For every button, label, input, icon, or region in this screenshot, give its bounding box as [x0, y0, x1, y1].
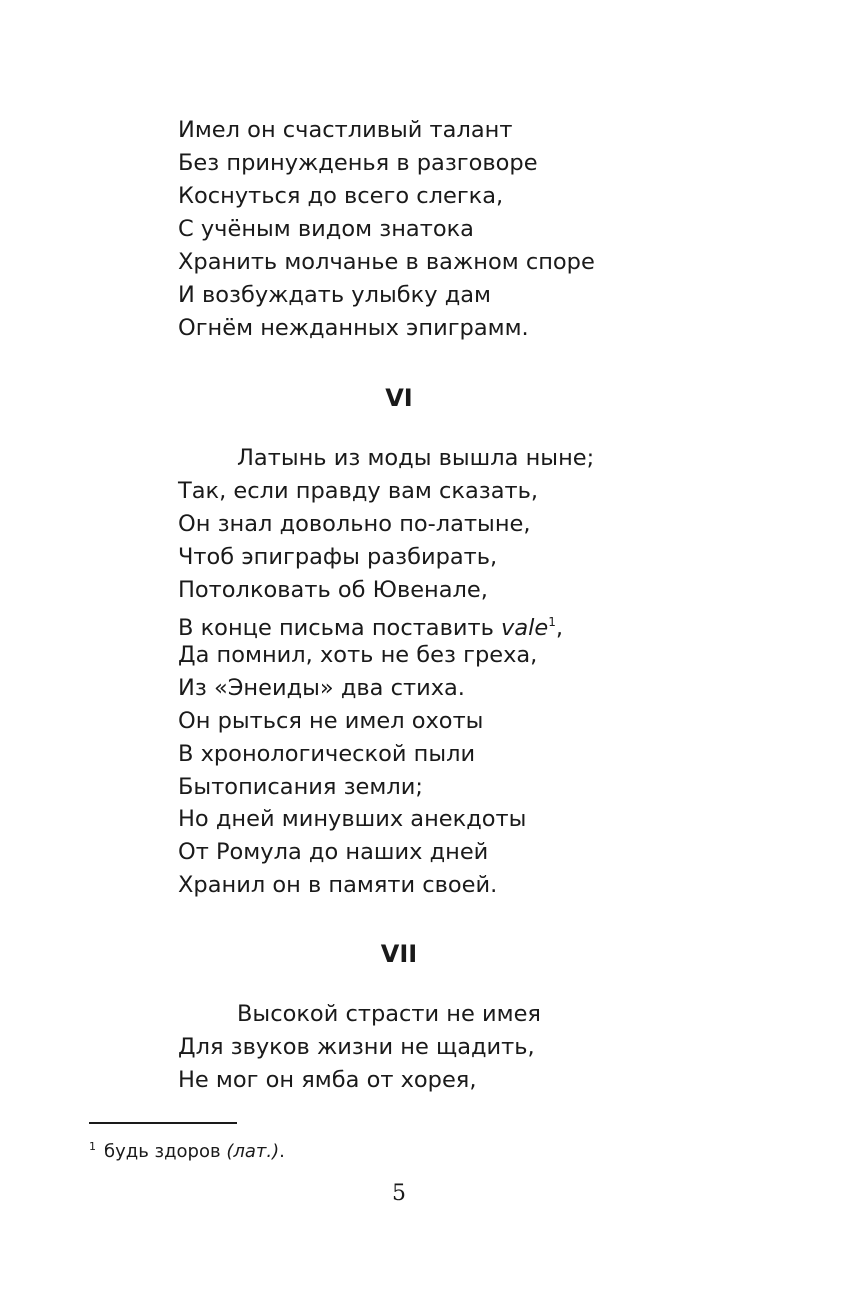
- footnote-end: .: [279, 1141, 285, 1162]
- poem-line: От Ромула до наших дней: [178, 839, 489, 865]
- poem-line: Высокой страсти не имея: [237, 1001, 541, 1027]
- poem-line: Потолковать об Ювенале,: [178, 577, 488, 603]
- footnote: [89, 1135, 285, 1164]
- poem-line: Огнём нежданных эпиграмм.: [178, 315, 529, 341]
- footnote-divider: [89, 1122, 237, 1124]
- poem-line: Для звуков жизни не щадить,: [178, 1034, 535, 1060]
- poem-line-text: В конце письма поставить: [178, 615, 501, 641]
- footnote-marker: 1: [89, 1140, 96, 1153]
- poem-line: Так, если правду вам сказать,: [178, 478, 539, 504]
- footnote-italic: (лат.): [226, 1141, 280, 1162]
- stanza-heading: VI: [385, 384, 413, 412]
- poem-line: Коснуться до всего слегка,: [178, 183, 504, 209]
- poem-line: Латынь из моды вышла ныне;: [237, 445, 595, 471]
- poem-line: Из «Энеиды» два стиха.: [178, 675, 465, 701]
- poem-line: С учёным видом знатока: [178, 216, 474, 242]
- poem-line: Не мог он ямба от хорея,: [178, 1067, 477, 1093]
- stanza-heading: VII: [380, 940, 418, 968]
- poem-line: Да помнил, хоть не без греха,: [178, 642, 538, 668]
- poem-line: В хронологической пыли: [178, 741, 476, 767]
- poem-line: [178, 607, 563, 643]
- poem-line: Хранить молчанье в важном споре: [178, 249, 595, 275]
- page-number: 5: [392, 1181, 406, 1206]
- poem-line: Он знал довольно по-латыне,: [178, 511, 531, 537]
- footnote-reference: 1: [548, 615, 556, 629]
- punctuation: ,: [555, 615, 563, 641]
- poem-line: Бытописания земли;: [178, 774, 423, 800]
- poem-line: Чтоб эпиграфы разбирать,: [178, 544, 498, 570]
- poem-line: Он рыться не имел охоты: [178, 708, 484, 734]
- poem-line: Хранил он в памяти своей.: [178, 872, 498, 898]
- poem-line: Имел он счастливый талант: [178, 117, 513, 143]
- poem-line: Без принужденья в разговоре: [178, 150, 538, 176]
- poem-line: И возбуждать улыбку дам: [178, 282, 492, 308]
- latin-word: vale: [501, 615, 549, 641]
- footnote-text: будь здоров: [104, 1141, 227, 1162]
- poem-line: Но дней минувших анекдоты: [178, 806, 527, 832]
